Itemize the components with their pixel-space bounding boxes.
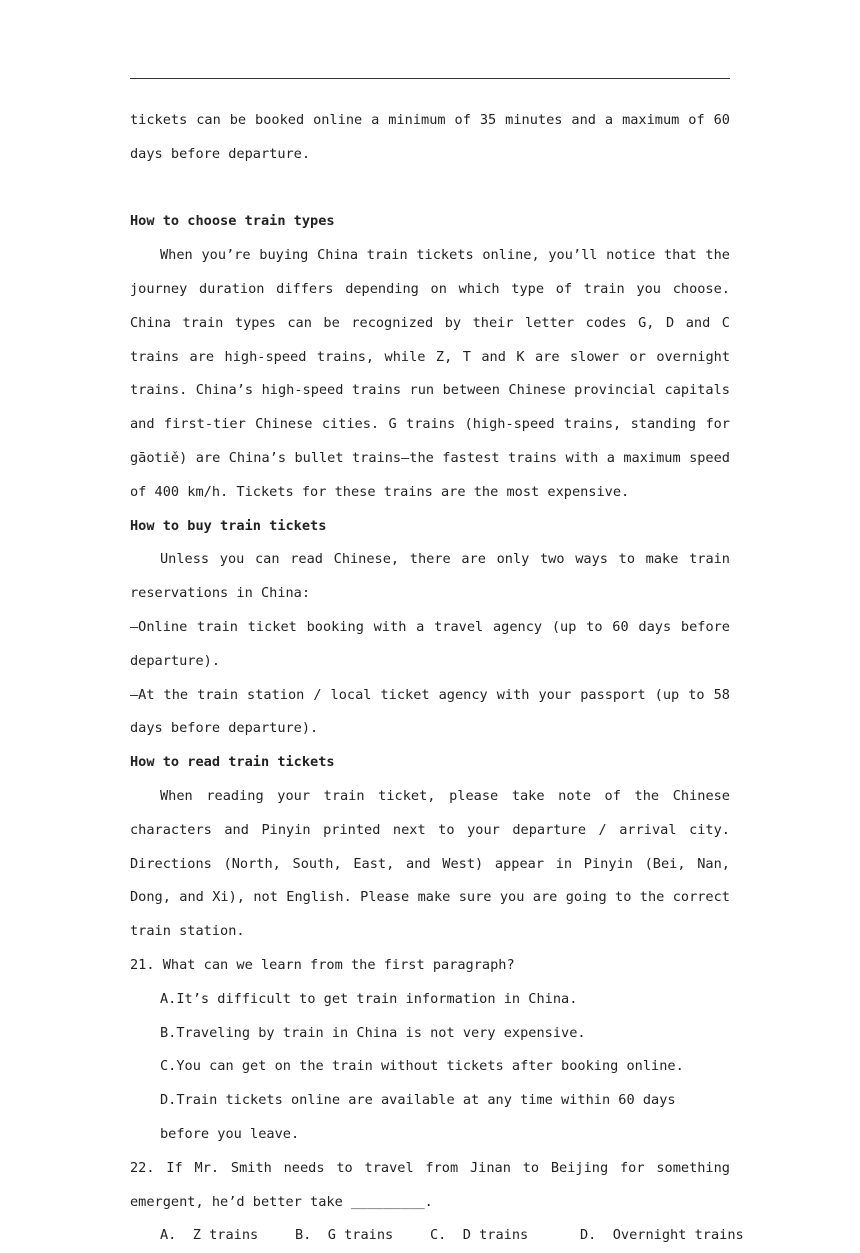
buy-tickets-list-item: —Online train ticket booking with a travel agency (up to 60 days before departure).: [130, 618, 730, 669]
question-22-option-a: A. Z trains: [160, 1227, 259, 1244]
document-body: [130, 104, 744, 1253]
question-22-option-d: D. Overnight trains: [580, 1227, 744, 1244]
question-21-option-d: D.Train tickets online are available at any time within 60 days before you leave.: [160, 1092, 676, 1142]
intro-continued-text: tickets can be booked online a minimum of 35 minutes and a maximum of 60 days before departure.: [130, 112, 730, 162]
question-21-option-c: C.You can get on the train without tickets after booking online.: [160, 1058, 684, 1075]
question-22-stem: 22. If Mr. Smith needs to travel from Jinan to Beijing for something emergent, he’d better take _________.: [130, 1159, 730, 1210]
question-21-stem: 21. What can we learn from the first paragraph?: [130, 956, 515, 973]
question-22-option-c: C. D trains: [430, 1227, 529, 1244]
question-22-options: [130, 1219, 744, 1253]
section-heading-buy-tickets: How to buy train tickets: [130, 517, 327, 534]
header-rule: [130, 78, 730, 79]
buy-tickets-paragraph: Unless you can read Chinese, there are only two ways to make train reservations in China:: [130, 551, 730, 602]
read-tickets-paragraph: When reading your train ticket, please take note of the Chinese characters and Pinyin printed next to your departure / arrival city. Directions (North, South, East, and West) appear in Pinyin (Bei, Nan, Dong, and Xi), not English. Please make sure you are going to the correct train station.: [130, 787, 730, 940]
question-21-option-b: B.Traveling by train in China is not very expensive.: [160, 1024, 586, 1041]
question-22-option-b: B. G trains: [295, 1227, 394, 1244]
question-21-option-a: A.It’s difficult to get train information in China.: [160, 990, 578, 1007]
buy-tickets-list-item: —At the train station / local ticket agency with your passport (up to 58 days before departure).: [130, 686, 730, 737]
section-heading-train-types: How to choose train types: [130, 213, 335, 230]
train-types-paragraph: When you’re buying China train tickets online, you’ll notice that the journey duration differs depending on which type of train you choose. China train types can be recognized by their letter codes G, D and C trains are high-speed trains, while Z, T and K are slower or overnight trains. China’s high-speed trains run between Chinese provincial capitals and first-tier Chinese cities. G trains (high-speed trains, standing for gāotiě) are China’s bullet trains—the fastest trains with a maximum speed of 400 km/h. Tickets for these trains are the most expensive.: [130, 247, 730, 500]
section-heading-read-tickets: How to read train tickets: [130, 754, 335, 771]
